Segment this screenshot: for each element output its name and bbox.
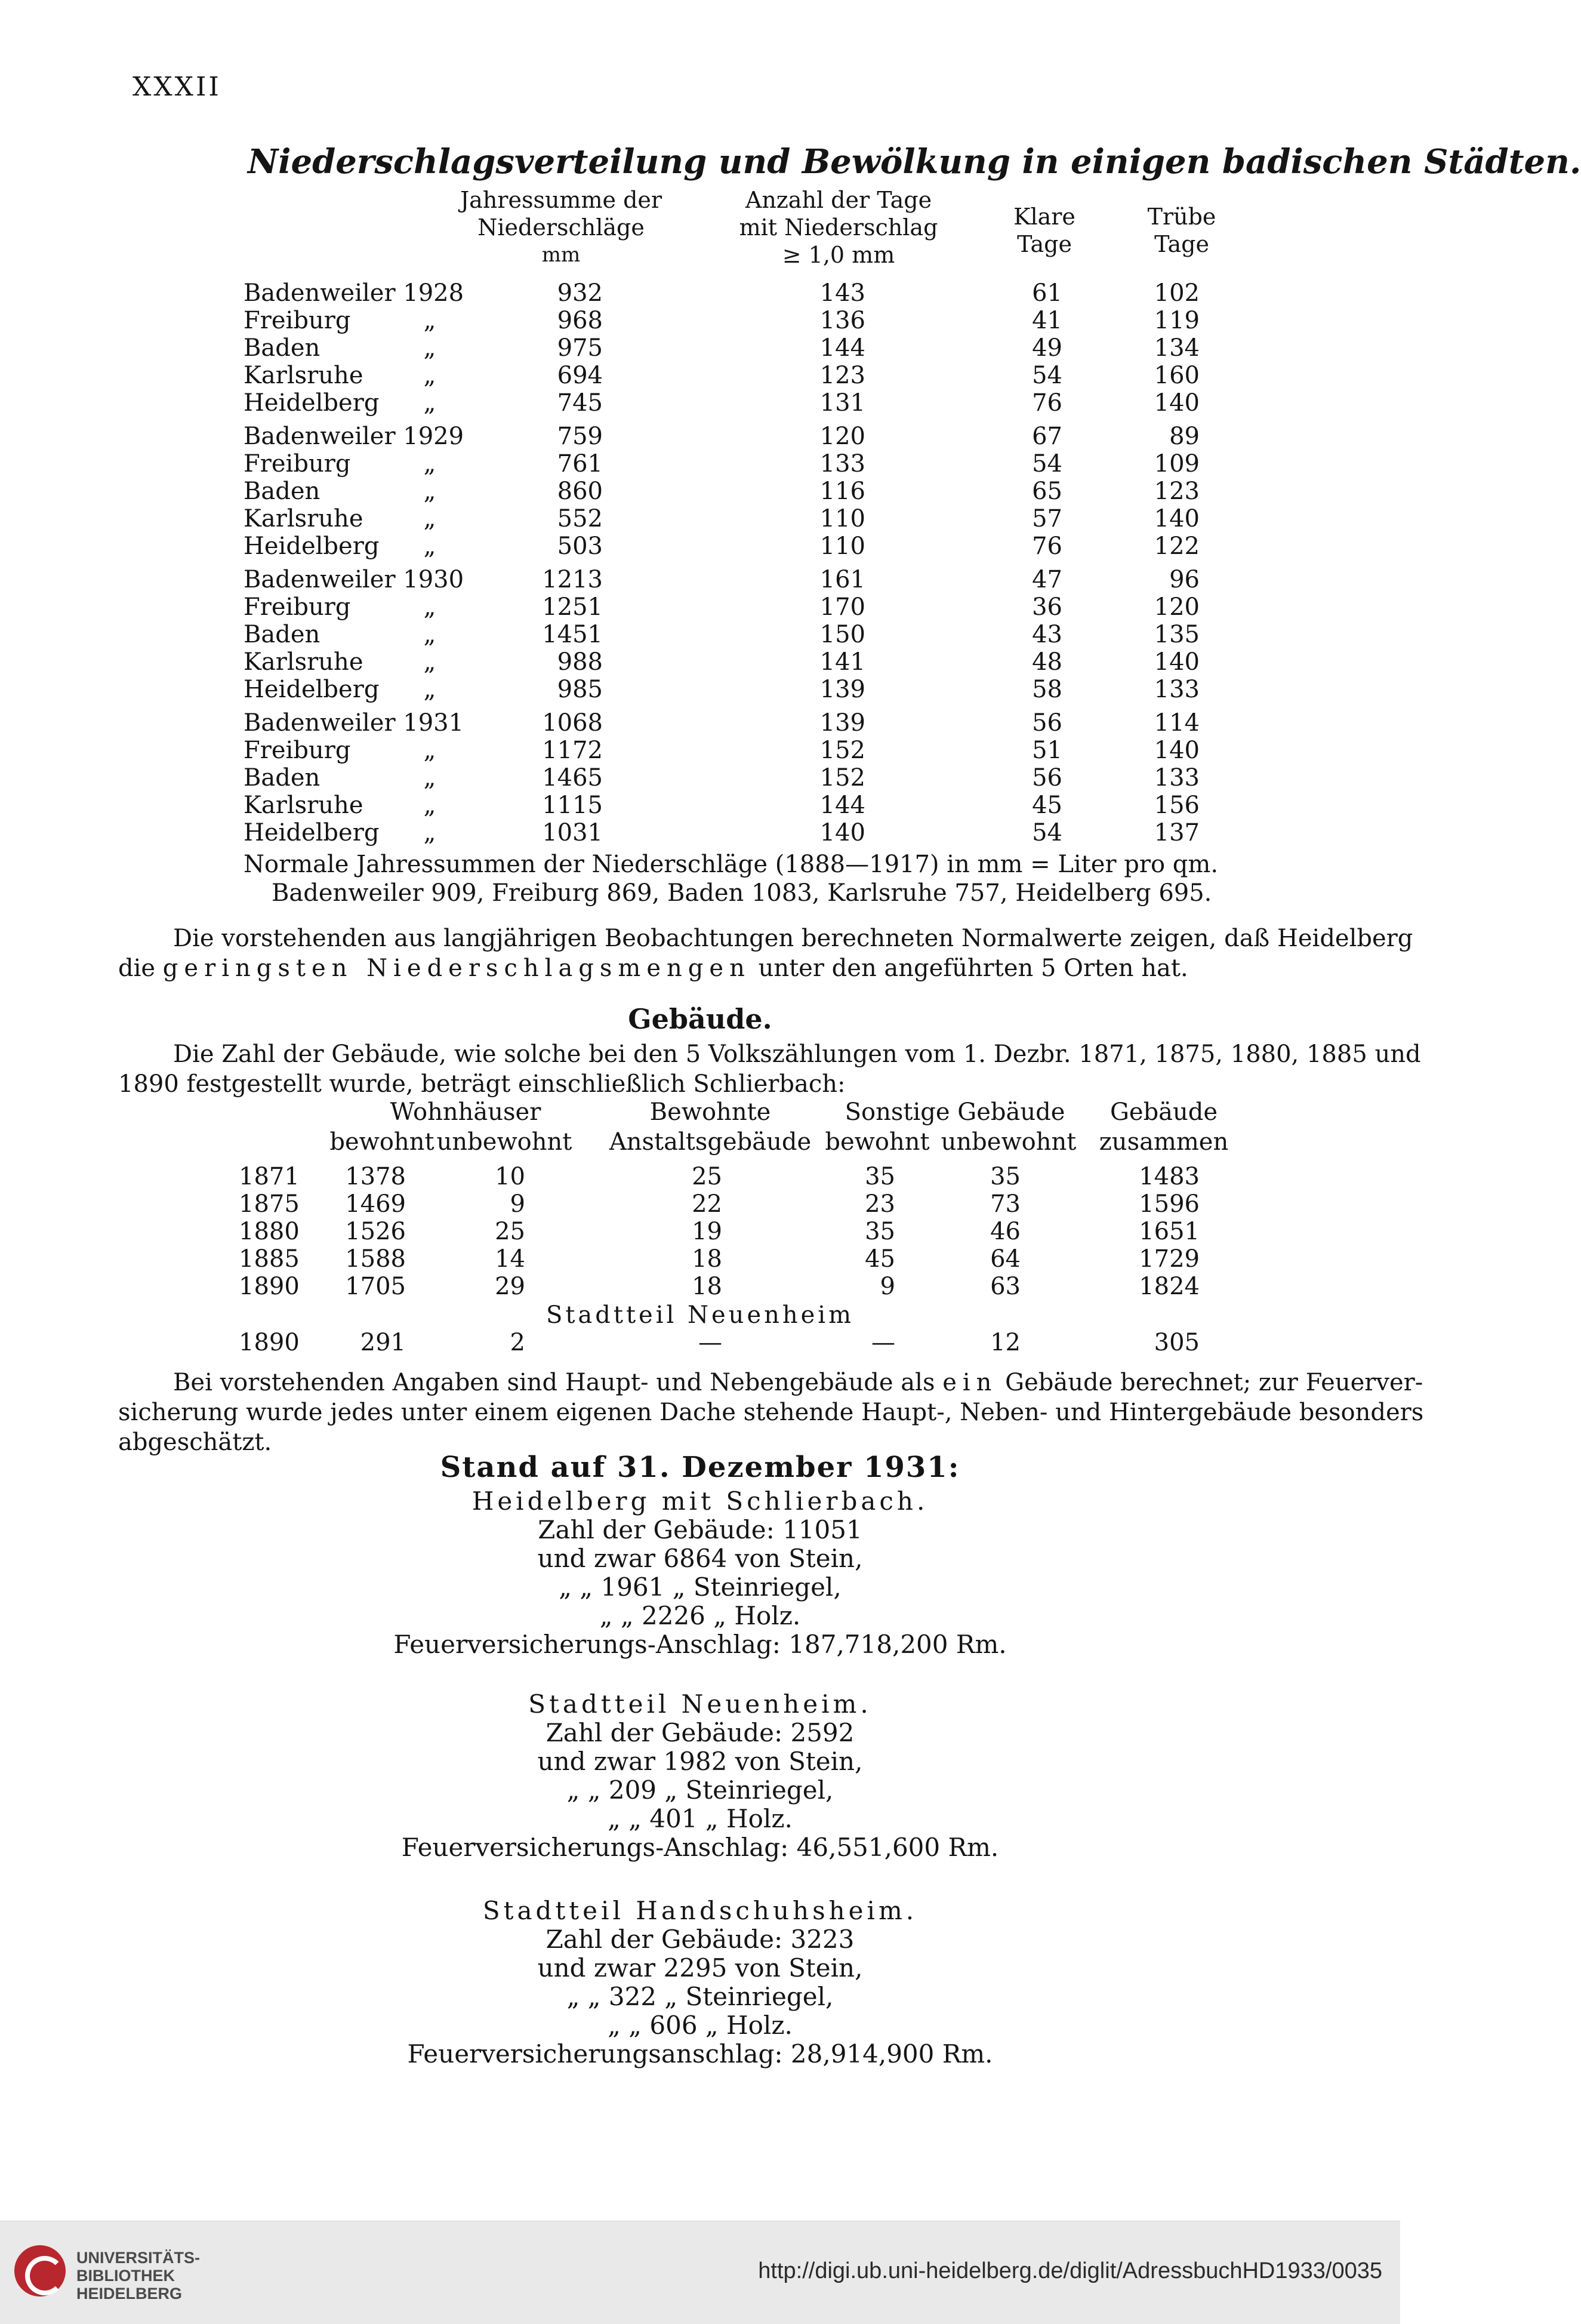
buildings-note-line1	[173, 1368, 1423, 1397]
row-precip-sum: 1465	[542, 764, 603, 792]
row-precip-days: 152	[819, 737, 865, 764]
neuenheim-institution-buildings: —	[698, 1329, 722, 1356]
build-row-other-unoccupied: 63	[990, 1273, 1021, 1300]
row-place: Freiburg	[244, 593, 351, 621]
build-row-year: 1871	[239, 1163, 300, 1190]
block-timberframe-count: „ „ 209 „ Steinriegel,	[566, 1775, 834, 1805]
block-insurance-value: Feuerversicherungsanschlag: 28,914,900 Rm.	[407, 2039, 993, 2068]
header-cloudy-line2: Tage	[1154, 231, 1209, 257]
block-heading: Stadtteil Neuenheim.	[528, 1689, 872, 1719]
build-row-other-unoccupied: 64	[990, 1245, 1021, 1273]
row-precip-sum: 1031	[542, 819, 603, 847]
row-cloudy-days: 135	[1154, 621, 1200, 648]
header-days-threshold: ≥ 1,0 mm	[782, 242, 895, 268]
row-precip-days: 144	[819, 334, 865, 362]
row-clear-days: 54	[1032, 450, 1062, 478]
build-row-houses-occupied: 1469	[345, 1190, 406, 1218]
library-name-line1: UNIVERSITÄTS-	[76, 2249, 201, 2267]
build-row-other-unoccupied: 35	[990, 1163, 1021, 1190]
row-ditto: „	[423, 505, 436, 532]
row-place: Baden	[244, 764, 320, 792]
row-cloudy-days: 140	[1154, 389, 1200, 417]
build-row-other-occupied: 35	[865, 1163, 895, 1190]
build-row-institution-buildings: 18	[692, 1273, 722, 1300]
row-clear-days: 56	[1032, 709, 1062, 737]
neuenheim-total-buildings: 305	[1154, 1329, 1200, 1356]
header-total-line2: zusammen	[1099, 1128, 1229, 1156]
header-sonstige-unbewohnt: unbewohnt	[941, 1128, 1077, 1156]
header-anstalt-line1: Bewohnte	[649, 1098, 771, 1126]
row-place: Karlsruhe	[244, 362, 363, 389]
note-emphasis: ein	[942, 1369, 998, 1396]
row-ditto	[418, 423, 442, 450]
row-precip-days: 139	[819, 676, 865, 703]
header-clear-line1: Klare	[1013, 204, 1075, 230]
row-cloudy-days: 114	[1154, 709, 1200, 737]
row-precip-sum: 968	[557, 307, 603, 334]
row-precip-days: 139	[819, 709, 865, 737]
row-ditto: „	[423, 792, 436, 819]
buildings-intro-line2: 1890 festgestellt wurde, beträgt einschließlich Schlierbach:	[118, 1070, 846, 1098]
row-ditto: „	[423, 532, 436, 560]
header-unbewohnt: unbewohnt	[436, 1128, 572, 1156]
row-precip-sum: 503	[557, 532, 603, 560]
row-ditto: „	[423, 362, 436, 389]
note-pre: Bei vorstehenden Angaben sind Haupt- und Nebengebäude als	[173, 1369, 935, 1396]
row-ditto: „	[423, 593, 436, 621]
build-row-other-unoccupied: 73	[990, 1190, 1021, 1218]
build-row-houses-unoccupied: 10	[495, 1163, 525, 1190]
row-ditto: „	[423, 648, 436, 676]
row-clear-days: 51	[1032, 737, 1062, 764]
row-clear-days: 54	[1032, 362, 1062, 389]
normal-values-paragraph-line1: Die vorstehenden aus langjährigen Beobachtungen berechneten Normalwerte zeigen, daß Heidelberg	[173, 925, 1413, 952]
row-place: Baden	[244, 621, 320, 648]
row-precip-days: 116	[819, 478, 865, 505]
row-ditto: „	[423, 819, 436, 847]
neuenheim-houses-unoccupied: 2	[510, 1329, 525, 1356]
row-place: Badenweiler 1928	[244, 279, 464, 307]
build-row-institution-buildings: 22	[692, 1190, 722, 1218]
build-row-year: 1890	[239, 1273, 300, 1300]
row-precip-days: 110	[819, 532, 865, 560]
row-precip-sum: 761	[557, 450, 603, 478]
row-precip-sum: 552	[557, 505, 603, 532]
row-precip-days: 110	[819, 505, 865, 532]
library-name-line3: HEIDELBERG	[76, 2285, 183, 2303]
library-name-line2: BIBLIOTHEK	[76, 2267, 175, 2285]
row-clear-days: 56	[1032, 764, 1062, 792]
precipitation-title: Niederschlagsverteilung und Bewölkung in einigen badischen Städten.	[248, 142, 1581, 181]
build-row-other-occupied: 23	[865, 1190, 895, 1218]
row-precip-days: 120	[819, 423, 865, 450]
row-cloudy-days: 123	[1154, 478, 1200, 505]
header-sonstige-bewohnt: bewohnt	[825, 1128, 930, 1156]
build-row-other-occupied: 35	[865, 1218, 895, 1245]
buildings-intro-line1: Die Zahl der Gebäude, wie solche bei den 5 Volkszählungen vom 1. Dezbr. 1871, 1875, 1880, 1885 und	[173, 1041, 1421, 1068]
build-row-total-buildings: 1729	[1139, 1245, 1200, 1273]
row-cloudy-days: 89	[1169, 423, 1200, 450]
buildings-note-line3: abgeschätzt.	[118, 1429, 272, 1456]
row-precip-sum: 975	[557, 334, 603, 362]
build-row-other-unoccupied: 46	[990, 1218, 1021, 1245]
build-row-houses-unoccupied: 14	[495, 1245, 525, 1273]
build-row-houses-occupied: 1705	[345, 1273, 406, 1300]
row-precip-days: 131	[819, 389, 865, 417]
row-precip-days: 141	[819, 648, 865, 676]
build-row-houses-unoccupied: 29	[495, 1273, 525, 1300]
row-place: Baden	[244, 334, 320, 362]
row-clear-days: 67	[1032, 423, 1062, 450]
block-insurance-value: Feuerversicherungs-Anschlag: 46,551,600 Rm.	[401, 1833, 999, 1862]
row-cloudy-days: 134	[1154, 334, 1200, 362]
build-row-other-occupied: 45	[865, 1245, 895, 1273]
normal-values-paragraph-line2	[118, 954, 1188, 983]
row-precip-days: 123	[819, 362, 865, 389]
row-cloudy-days: 140	[1154, 648, 1200, 676]
header-anstalt-line2: Anstaltsgebäude	[609, 1128, 812, 1156]
buildings-title: Gebäude.	[628, 1003, 772, 1035]
build-row-houses-occupied: 1588	[345, 1245, 406, 1273]
row-place: Karlsruhe	[244, 648, 363, 676]
block-stone-count: und zwar 1982 von Stein,	[537, 1747, 863, 1776]
block-wood-count: „ „ 2226 „ Holz.	[599, 1601, 801, 1630]
row-cloudy-days: 133	[1154, 676, 1200, 703]
row-place: Freiburg	[244, 450, 351, 478]
row-clear-days: 58	[1032, 676, 1062, 703]
row-precip-sum: 1172	[542, 737, 603, 764]
para-emphasis: geringsten Niederschlagsmengen	[162, 955, 751, 982]
header-sonstige: Sonstige Gebäude	[845, 1098, 1065, 1126]
row-ditto: „	[423, 389, 436, 417]
buildings-note-line2: sicherung wurde jedes unter einem eigenen Dache stehende Haupt-, Neben- und Hintergebäude besonders	[118, 1399, 1424, 1426]
header-wohnhaeuser: Wohnhäuser	[390, 1098, 541, 1126]
row-precip-sum: 1451	[542, 621, 603, 648]
row-place: Heidelberg	[244, 676, 380, 703]
build-row-houses-unoccupied: 25	[495, 1218, 525, 1245]
block-heading: Stadtteil Handschuhsheim.	[482, 1896, 918, 1925]
row-precip-days: 152	[819, 764, 865, 792]
row-place: Heidelberg	[244, 389, 380, 417]
row-cloudy-days: 156	[1154, 792, 1200, 819]
row-place: Freiburg	[244, 307, 351, 334]
row-ditto: „	[423, 676, 436, 703]
row-cloudy-days: 140	[1154, 737, 1200, 764]
normal-sums-values: Badenweiler 909, Freiburg 869, Baden 1083, Karlsruhe 757, Heidelberg 695.	[272, 879, 1212, 907]
row-precip-days: 161	[819, 566, 865, 593]
block-timberframe-count: „ „ 322 „ Steinriegel,	[566, 1982, 834, 2011]
neuenheim-other-occupied: —	[871, 1329, 895, 1356]
row-ditto: „	[423, 621, 436, 648]
build-row-institution-buildings: 18	[692, 1245, 722, 1273]
row-cloudy-days: 160	[1154, 362, 1200, 389]
row-ditto: „	[423, 307, 436, 334]
row-ditto	[418, 709, 442, 737]
row-ditto: „	[423, 478, 436, 505]
row-precip-days: 133	[819, 450, 865, 478]
row-precip-days: 170	[819, 593, 865, 621]
row-cloudy-days: 137	[1154, 819, 1200, 847]
row-ditto: „	[423, 764, 436, 792]
build-row-year: 1875	[239, 1190, 300, 1218]
block-stone-count: und zwar 6864 von Stein,	[537, 1544, 863, 1573]
build-row-total-buildings: 1483	[1139, 1163, 1200, 1190]
row-precip-days: 144	[819, 792, 865, 819]
row-clear-days: 48	[1032, 648, 1062, 676]
build-row-institution-buildings: 19	[692, 1218, 722, 1245]
row-precip-sum: 1251	[542, 593, 603, 621]
header-sum-line1: Jahressumme der	[460, 187, 662, 213]
neuenheim-year: 1890	[239, 1329, 300, 1356]
row-place: Badenweiler 1930	[244, 566, 464, 593]
row-precip-sum: 985	[557, 676, 603, 703]
row-cloudy-days: 109	[1154, 450, 1200, 478]
row-cloudy-days: 133	[1154, 764, 1200, 792]
row-clear-days: 43	[1032, 621, 1062, 648]
build-row-institution-buildings: 25	[692, 1163, 722, 1190]
header-cloudy-line1: Trübe	[1147, 204, 1216, 230]
row-place: Heidelberg	[244, 532, 380, 560]
row-clear-days: 57	[1032, 505, 1062, 532]
row-clear-days: 49	[1032, 334, 1062, 362]
build-row-total-buildings: 1651	[1139, 1218, 1200, 1245]
block-building-count: Zahl der Gebäude: 3223	[546, 1925, 855, 1954]
row-ditto	[418, 566, 442, 593]
row-clear-days: 65	[1032, 478, 1062, 505]
block-heading: Heidelberg mit Schlierbach.	[471, 1486, 929, 1516]
note-post: Gebäude berechnet; zur Feuerver-	[1005, 1369, 1423, 1396]
header-sum-line2: Niederschläge	[477, 214, 645, 241]
row-precip-days: 136	[819, 307, 865, 334]
row-clear-days: 76	[1032, 389, 1062, 417]
row-precip-sum: 1115	[542, 792, 603, 819]
row-cloudy-days: 96	[1169, 566, 1200, 593]
block-timberframe-count: „ „ 1961 „ Steinriegel,	[559, 1572, 842, 1602]
row-precip-sum: 1213	[542, 566, 603, 593]
header-days-line2: mit Niederschlag	[739, 214, 938, 241]
row-precip-days: 150	[819, 621, 865, 648]
neuenheim-other-unoccupied: 12	[990, 1329, 1021, 1356]
row-place: Badenweiler 1929	[244, 423, 464, 450]
row-precip-sum: 932	[557, 279, 603, 307]
block-building-count: Zahl der Gebäude: 11051	[538, 1515, 862, 1544]
row-precip-sum: 1068	[542, 709, 603, 737]
header-total-line1: Gebäude	[1110, 1098, 1218, 1126]
row-precip-sum: 694	[557, 362, 603, 389]
page-number: XXXII	[132, 72, 221, 102]
row-cloudy-days: 102	[1154, 279, 1200, 307]
row-precip-sum: 745	[557, 389, 603, 417]
para-pre: die	[118, 955, 156, 982]
build-row-houses-occupied: 1378	[345, 1163, 406, 1190]
build-row-year: 1880	[239, 1218, 300, 1245]
header-clear-line2: Tage	[1017, 231, 1072, 257]
row-clear-days: 41	[1032, 307, 1062, 334]
build-row-other-occupied: 9	[880, 1273, 895, 1300]
row-clear-days: 76	[1032, 532, 1062, 560]
build-row-houses-occupied: 1526	[345, 1218, 406, 1245]
row-place: Karlsruhe	[244, 505, 363, 532]
para-post: unter den angeführten 5 Orten hat.	[758, 955, 1188, 982]
row-clear-days: 54	[1032, 819, 1062, 847]
normal-sums-note: Normale Jahressummen der Niederschläge (1888—1917) in mm = Liter pro qm.	[244, 851, 1219, 878]
row-clear-days: 61	[1032, 279, 1062, 307]
header-bewohnt: bewohnt	[329, 1128, 434, 1156]
header-days-line1: Anzahl der Tage	[745, 187, 932, 213]
row-cloudy-days: 119	[1154, 307, 1200, 334]
row-precip-sum: 988	[557, 648, 603, 676]
row-place: Heidelberg	[244, 819, 380, 847]
row-ditto: „	[423, 334, 436, 362]
block-wood-count: „ „ 606 „ Holz.	[608, 2011, 793, 2040]
row-precip-days: 143	[819, 279, 865, 307]
row-precip-sum: 860	[557, 478, 603, 505]
row-cloudy-days: 120	[1154, 593, 1200, 621]
library-name	[76, 2249, 200, 2303]
row-clear-days: 45	[1032, 792, 1062, 819]
row-place: Karlsruhe	[244, 792, 363, 819]
header-sum-unit: mm	[541, 243, 581, 267]
row-place: Baden	[244, 478, 320, 505]
row-place: Freiburg	[244, 737, 351, 764]
build-row-year: 1885	[239, 1245, 300, 1273]
row-ditto: „	[423, 450, 436, 478]
block-building-count: Zahl der Gebäude: 2592	[546, 1718, 855, 1747]
permalink-url[interactable]: http://digi.ub.uni-heidelberg.de/diglit/AdressbuchHD1933/0035	[758, 2258, 1382, 2283]
block-insurance-value: Feuerversicherungs-Anschlag: 187,718,200 Rm.	[393, 1630, 1007, 1659]
block-wood-count: „ „ 401 „ Holz.	[608, 1804, 793, 1833]
row-precip-days: 140	[819, 819, 865, 847]
row-clear-days: 47	[1032, 566, 1062, 593]
row-ditto	[418, 279, 442, 307]
row-place: Badenweiler 1931	[244, 709, 464, 737]
block-stone-count: und zwar 2295 von Stein,	[537, 1953, 863, 1983]
row-cloudy-days: 140	[1154, 505, 1200, 532]
build-row-total-buildings: 1824	[1139, 1273, 1200, 1300]
university-logo-icon	[14, 2245, 66, 2297]
neuenheim-houses-occupied: 291	[360, 1329, 406, 1356]
row-precip-sum: 759	[557, 423, 603, 450]
build-row-total-buildings: 1596	[1139, 1190, 1200, 1218]
row-cloudy-days: 122	[1154, 532, 1200, 560]
footer-bar	[0, 2221, 1400, 2324]
row-ditto: „	[423, 737, 436, 764]
build-row-houses-unoccupied: 9	[510, 1190, 525, 1218]
row-clear-days: 36	[1032, 593, 1062, 621]
neuenheim-subheading: Stadtteil Neuenheim	[546, 1301, 855, 1329]
stand-title: Stand auf 31. Dezember 1931:	[440, 1451, 960, 1484]
